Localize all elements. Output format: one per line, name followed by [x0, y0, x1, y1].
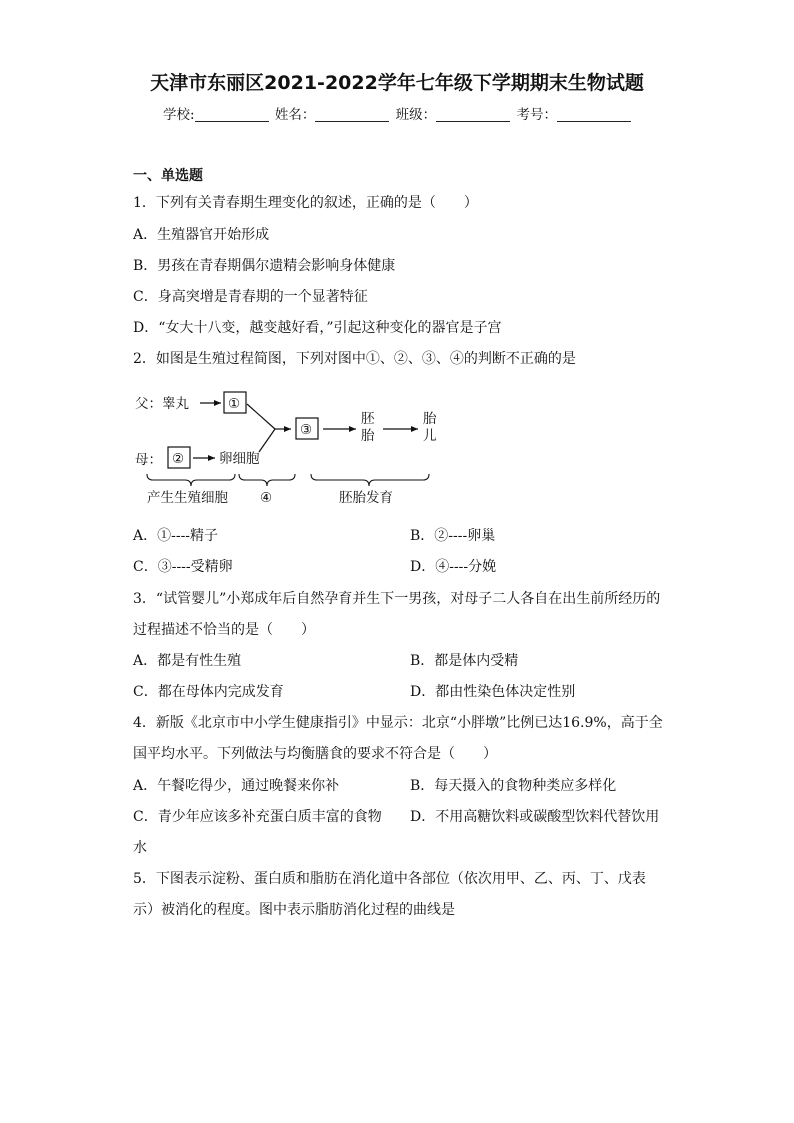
reproduction-diagram: [133, 378, 453, 508]
box-1-label: ①: [228, 396, 241, 412]
q4-stem-line2: 国平均水平。下列做法与均衡膳食的要求不符合是（ ）: [133, 746, 497, 762]
q5-stem-line2: 示）被消化的程度。图中表示脂肪消化过程的曲线是: [133, 902, 455, 918]
school-label: 学校:: [163, 107, 195, 123]
class-label: 班级：: [395, 107, 437, 123]
q3-option-d: D．都由性染色体决定性别: [410, 684, 576, 700]
q4-option-b: B．每天摄入的食物种类应多样化: [410, 778, 617, 794]
q1-option-a: A．生殖器官开始形成: [133, 227, 270, 243]
q3-option-a: A．都是有性生殖: [133, 653, 242, 669]
merge-line-top: [247, 404, 275, 429]
q4-option-c: C．青少年应该多补充蛋白质丰富的食物: [133, 809, 382, 825]
q2-option-a: A．①----精子: [133, 528, 219, 544]
q4-option-d: D．不用高糖饮料或碳酸型饮料代替饮用: [410, 809, 660, 825]
class-blank[interactable]: [436, 107, 510, 122]
number-label: 考号：: [516, 107, 557, 123]
q4-option-d-continued: 水: [133, 840, 147, 856]
brace-development-label: 胚胎发育: [339, 490, 393, 506]
name-blank[interactable]: [315, 107, 389, 122]
egg-label: 卵细胞: [219, 451, 260, 467]
fetus-char-1: 胎: [423, 411, 437, 427]
q2-option-d: D．④----分娩: [410, 559, 497, 575]
q3-option-c: C．都在母体内完成发育: [133, 684, 284, 700]
student-info-row: [0, 103, 794, 123]
q2-option-b: B．②----卵巢: [410, 528, 496, 544]
q2-option-c: C．③----受精卵: [133, 559, 233, 575]
mother-label: 母：: [135, 452, 162, 468]
q1-option-c: C．身高突增是青春期的一个显著特征: [133, 289, 368, 305]
brace-development: [311, 474, 429, 486]
box-3-label: ③: [300, 422, 313, 438]
brace-fertilization: [239, 474, 295, 486]
brace-gametes-label: 产生生殖细胞: [147, 490, 228, 506]
q1-option-d: D．“女大十八变，越变越好看，”引起这种变化的器官是子宫: [133, 320, 502, 336]
q4-option-a: A．午餐吃得少，通过晚餐来你补: [133, 778, 340, 794]
q3-stem-line2: 过程描述不恰当的是（ ）: [133, 622, 315, 638]
brace-gametes: [147, 474, 235, 486]
q2-stem: 2．如图是生殖过程简图，下列对图中①、②、③、④的判断不正确的是: [133, 351, 576, 367]
q3-stem-line1: 3．“试管婴儿”小郑成年后自然孕育并生下一男孩，对母子二人各自在出生前所经历的: [133, 591, 661, 607]
q1-option-b: B．男孩在青春期偶尔遗精会影响身体健康: [133, 258, 396, 274]
embryo-char-1: 胚: [361, 411, 375, 427]
q5-stem-line1: 5．下图表示淀粉、蛋白质和脂肪在消化道中各部位（依次用甲、乙、丙、丁、戊表: [133, 871, 646, 887]
embryo-char-2: 胎: [361, 428, 375, 444]
fetus-char-2: 儿: [423, 428, 437, 444]
box-2-label: ②: [172, 451, 185, 467]
section-heading: 一、单选题: [133, 168, 203, 184]
q4-stem-line1: 4．新版《北京市中小学生健康指引》中显示：北京“小胖墩”比例已达16.9%，高于全: [133, 715, 663, 731]
number-blank[interactable]: [557, 107, 631, 122]
merge-line-bottom: [259, 429, 275, 452]
exam-title: 天津市东丽区2021-2022学年七年级下学期期末生物试题: [150, 72, 644, 94]
q1-stem: 1．下列有关青春期生理变化的叙述，正确的是（ ）: [133, 195, 478, 211]
school-blank[interactable]: [195, 107, 269, 122]
brace-fertilization-label: ④: [260, 490, 273, 506]
name-label: 姓名：: [274, 107, 316, 123]
q3-option-b: B．都是体内受精: [410, 653, 519, 669]
father-label: 父：睾丸: [135, 396, 189, 412]
